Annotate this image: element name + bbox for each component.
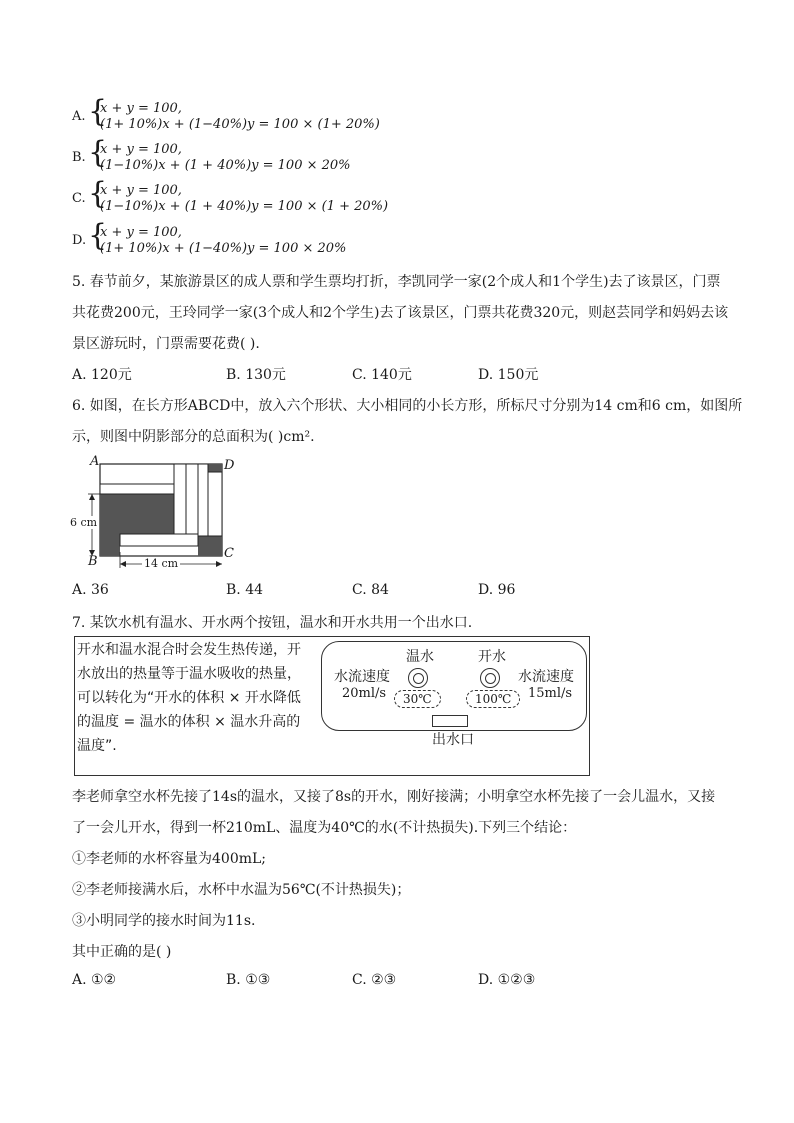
q6-option-c[interactable]: C. 84 (352, 582, 389, 598)
q6-option-a[interactable]: A. 36 (72, 582, 109, 598)
q5-text-line-1: 5. 春节前夕，某旅游景区的成人票和学生票均打折，李凯同学一家(2个成人和1个学生)去了该景区，门票 (72, 274, 721, 290)
warm-flow-label: 水流速度 (334, 669, 390, 685)
brace-icon: { (88, 218, 108, 253)
q7-question: 其中正确的是( ) (72, 944, 172, 960)
brace-icon: { (88, 135, 108, 170)
equation-line-1: x + y = 100, (100, 101, 182, 116)
q6-option-b[interactable]: B. 44 (226, 582, 264, 598)
equation-line-2: (1−10%)x + (1 + 40%)y = 100 × 20% (100, 158, 351, 173)
hot-flow-label: 水流速度 (518, 669, 574, 685)
vertex-label-b: B (88, 554, 98, 569)
q5-text-line-2: 共花费200元，王玲同学一家(3个成人和2个学生)去了该景区，门票共花费320元，则赵芸同学和妈妈去该 (72, 305, 729, 321)
equation-line-2: (1+ 10%)x + (1−40%)y = 100 × 20% (100, 241, 347, 256)
q5-option-a[interactable]: A. 120元 (72, 367, 132, 383)
q5-option-b[interactable]: B. 130元 (226, 367, 286, 383)
vertex-label-d: D (224, 458, 235, 473)
equation-line-1: x + y = 100, (100, 183, 182, 198)
equation-line-1: x + y = 100, (100, 142, 182, 157)
outlet-label: 出水口 (432, 732, 474, 748)
brace-icon: { (88, 94, 108, 129)
conclusion-2: ②李老师接满水后，水杯中水温为56℃(不计热损失)； (72, 882, 411, 898)
q7-option-a[interactable]: A. ①② (72, 972, 117, 988)
option-label: B. (72, 150, 86, 165)
q7-option-c[interactable]: C. ②③ (352, 972, 397, 988)
vertex-label-a: A (90, 454, 100, 469)
equation-line-2: (1−10%)x + (1 + 40%)y = 100 × (1 + 20%) (100, 199, 389, 214)
q7-info-box (74, 636, 590, 776)
dimension-label-6cm: 6 cm (70, 516, 98, 529)
q5-option-d[interactable]: D. 150元 (478, 367, 539, 383)
q6-figure (70, 454, 240, 574)
vertex-label-c: C (224, 546, 234, 561)
warm-temp-badge: 30℃ (394, 690, 441, 708)
hot-water-button-icon[interactable] (480, 668, 500, 688)
q5-text-line-3: 景区游玩时，门票需要花费( ). (72, 336, 260, 352)
q6-text-line-2: 示，则图中阴影部分的总面积为( )cm². (72, 429, 315, 445)
hot-flow-value: 15ml/s (528, 686, 573, 701)
conclusion-1: ①李老师的水杯容量为400mL; (72, 851, 267, 867)
warm-water-label: 温水 (406, 649, 434, 665)
heat-transfer-explanation: 开水和温水混合时会发生热传递，开水放出的热量等于温水吸收的热量，可以转化为“开水的体积 × 开水降低的温度 = 温水的体积 × 温水升高的温度”. (77, 642, 301, 754)
outlet-nozzle (432, 715, 468, 727)
q7-text-line-2: 李老师拿空水杯先接了14s的温水，又接了8s的开水，刚好接满；小明拿空水杯先接了一会儿温水，又接 (72, 789, 716, 805)
equation-line-1: x + y = 100, (100, 225, 182, 240)
option-label: A. (72, 109, 86, 124)
brace-icon: { (88, 176, 108, 211)
warm-water-button-icon[interactable] (408, 668, 428, 688)
conclusion-3: ③小明同学的接水时间为11s. (72, 913, 256, 929)
hot-temp-badge: 100℃ (466, 690, 520, 708)
dimension-label-14cm: 14 cm (144, 557, 179, 570)
q6-option-d[interactable]: D. 96 (478, 582, 516, 598)
warm-flow-value: 20ml/s (342, 686, 387, 701)
equation-line-2: (1+ 10%)x + (1−40%)y = 100 × (1+ 20%) (100, 117, 380, 132)
q6-text-line-1: 6. 如图，在长方形ABCD中，放入六个形状、大小相同的小长方形，所标尺寸分别为14 cm和6 cm，如图所 (72, 398, 743, 414)
option-label: C. (72, 191, 86, 206)
hot-water-label: 开水 (478, 649, 506, 665)
q7-option-b[interactable]: B. ①③ (226, 972, 271, 988)
option-label: D. (72, 233, 87, 248)
q7-option-d[interactable]: D. ①②③ (478, 972, 536, 988)
q7-text-line-3: 了一会儿开水，得到一杯210mL、温度为40℃的水(不计热损失).下列三个结论： (72, 820, 577, 836)
q7-text-line-1: 7. 某饮水机有温水、开水两个按钮，温水和开水共用一个出水口. (72, 615, 473, 631)
q5-option-c[interactable]: C. 140元 (352, 367, 412, 383)
